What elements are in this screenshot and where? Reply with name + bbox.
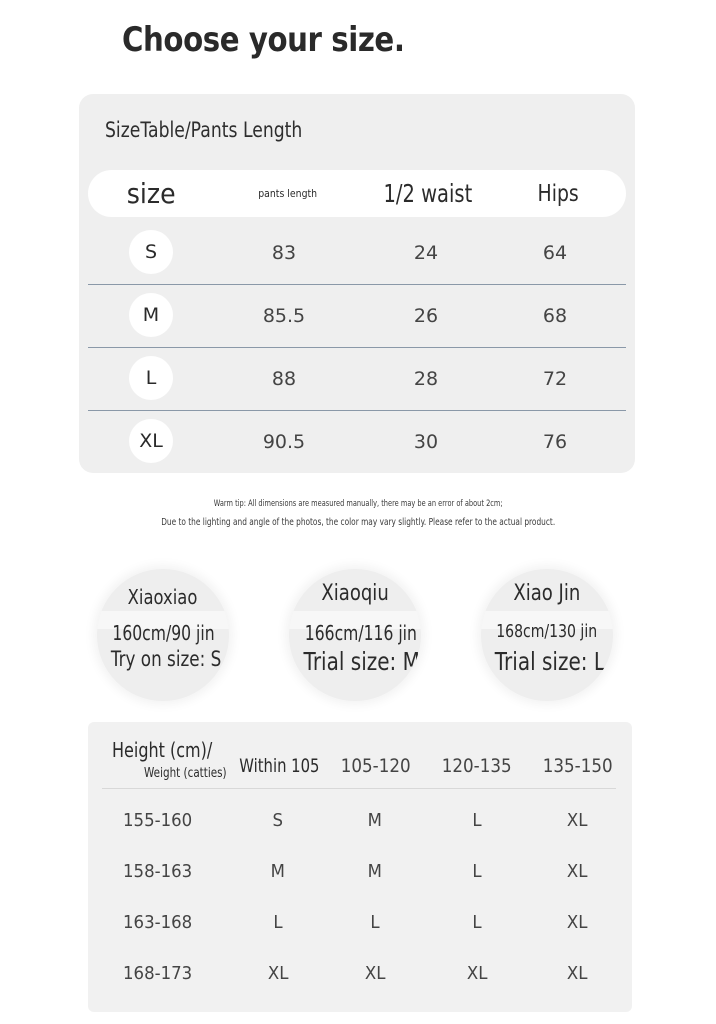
size-cell: M (367, 810, 383, 831)
size-cell: XL (566, 912, 588, 933)
header-weight: Weight (catties) (144, 766, 227, 781)
header-height: Height (cm)/ (112, 738, 213, 762)
warm-tip-note: Warm tip: All dimensions are measured manually, there may be an error of about 2cm; (213, 499, 503, 509)
size-row (88, 347, 626, 411)
height-range: 168-173 (123, 963, 193, 984)
model-stats: 160cm/90 jin (111, 621, 215, 645)
model-stats: 168cm/130 jin (496, 621, 598, 642)
size-table-card (79, 94, 635, 473)
size-row (88, 410, 626, 473)
weight-column-header: Within 105 (238, 755, 320, 777)
hips-value: 76 (542, 430, 568, 453)
size-cell: M (367, 861, 383, 882)
size-cell: L (472, 912, 482, 933)
size-badge: S (129, 230, 173, 274)
size-recommendation-table (88, 722, 632, 1012)
size-cell: S (272, 810, 284, 831)
half-waist-value: 26 (413, 304, 439, 327)
model-trial-size: Try on size: S (110, 647, 222, 671)
size-cell: L (472, 861, 482, 882)
pants-length-value: 83 (271, 241, 297, 264)
size-badge: XL (129, 419, 173, 463)
size-row (88, 284, 626, 348)
size-badge: L (129, 356, 173, 400)
page-title: Choose your size. (122, 20, 405, 60)
height-range: 158-163 (123, 861, 193, 882)
table-row (88, 948, 632, 999)
size-table-header (88, 170, 626, 217)
height-range: 163-168 (123, 912, 193, 933)
weight-column-header: 120-135 (442, 755, 512, 777)
header-pants-length: pants length (258, 187, 318, 200)
size-cell: XL (566, 861, 588, 882)
half-waist-value: 30 (413, 430, 439, 453)
hips-value: 72 (542, 367, 568, 390)
size-cell: XL (267, 963, 289, 984)
model-trial-size: Trial size: L (494, 647, 606, 676)
size-row (88, 221, 626, 285)
model-card-xiaoxiao (97, 569, 229, 701)
size-table-title: SizeTable/Pants Length (105, 118, 303, 142)
weight-column-header: 105-120 (341, 755, 411, 777)
model-name: Xiaoxiao (128, 585, 198, 609)
size-cell: XL (566, 810, 588, 831)
table-row (88, 897, 632, 948)
size-cell: XL (466, 963, 488, 984)
header-divider (102, 788, 616, 789)
model-name: Xiaoqiu (321, 581, 389, 606)
header-half-waist: 1/2 waist (383, 179, 473, 208)
header-size: size (126, 177, 176, 210)
size-cell: L (273, 912, 283, 933)
table-row (88, 795, 632, 846)
color-note: Due to the lighting and angle of the photos, the color may vary slightly. Please refer to the actual product. (161, 517, 555, 528)
pants-length-value: 85.5 (262, 304, 306, 327)
model-card-xiao-jin (481, 569, 613, 701)
weight-column-header: 135-150 (543, 755, 613, 777)
model-trial-size: Trial size: M (303, 647, 420, 676)
size-cell: L (370, 912, 380, 933)
pants-length-value: 90.5 (262, 430, 306, 453)
height-range: 155-160 (123, 810, 193, 831)
half-waist-value: 28 (413, 367, 439, 390)
hips-value: 64 (542, 241, 568, 264)
size-cell: M (270, 861, 286, 882)
size-badge: M (129, 293, 173, 337)
size-cell: XL (364, 963, 386, 984)
size-cell: L (472, 810, 482, 831)
model-name: Xiao Jin (513, 581, 581, 606)
header-hips: Hips (537, 180, 579, 207)
hips-value: 68 (542, 304, 568, 327)
half-waist-value: 24 (413, 241, 439, 264)
table-row (88, 846, 632, 897)
size-cell: XL (566, 963, 588, 984)
model-card-xiaoqiu (289, 569, 421, 701)
pants-length-value: 88 (271, 367, 297, 390)
model-stats: 166cm/116 jin (304, 621, 417, 645)
